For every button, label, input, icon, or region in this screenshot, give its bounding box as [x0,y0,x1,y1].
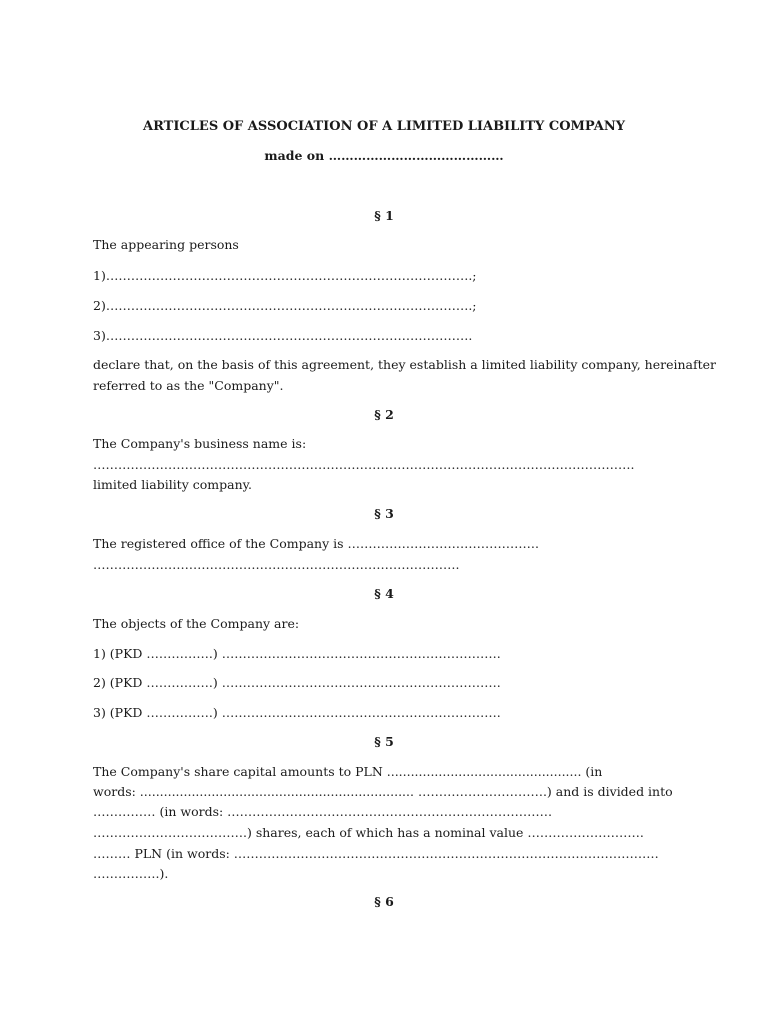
section-heading-2: § 2 [374,407,394,422]
appearing-persons-label: The appearing persons [93,237,239,252]
person-line-1: 1)…………………………………………………………………………….; [93,268,477,283]
business-name-label: The Company's business name is: [93,436,307,451]
share-capital-line-1: The Company's share capital amounts to PLN ................................................. (in [93,764,603,779]
section-heading-1: § 1 [374,208,394,223]
share-capital-line-2: words: ..................................................................... ………………………….) and is divided into [93,784,673,799]
document-title: ARTICLES OF ASSOCIATION OF A LIMITED LIABILITY COMPANY [143,119,625,134]
registered-office-line-1: The registered office of the Company is ………………………………………. [93,536,540,551]
object-line-2: 2) (PKD …………….) …………………………………………………………. [93,675,501,690]
share-capital-line-5: ……… PLN (in words: ………………………………………………………………………………………… [93,846,659,861]
section-heading-6: § 6 [374,894,394,909]
object-line-3: 3) (PKD …………….) …………………………………………………………. [93,705,501,720]
section-heading-3: § 3 [374,506,394,521]
share-capital-line-4: ……………………………….) shares, each of which has a nominal value ………………………. [93,825,644,840]
declaration-line-2: referred to as the "Company". [93,378,284,393]
section-heading-5: § 5 [374,734,394,749]
person-line-2: 2)…………………………………………………………………………….; [93,298,477,313]
registered-office-line-2: ……………………………………………………………………………. [93,557,460,572]
section-heading-4: § 4 [374,586,394,601]
object-line-1: 1) (PKD …………….) …………………………………………………………. [93,646,501,661]
share-capital-line-3: …………… (in words: …………………………………………………………………… [93,804,553,819]
declaration-line-1: declare that, on the basis of this agreement, they establish a limited liability company, hereinafter [93,357,716,372]
objects-label: The objects of the Company are: [93,616,300,631]
share-capital-line-6: …………….). [93,866,169,881]
business-name-blank: …………………………………………………………………………………………………………………. [93,457,635,472]
business-name-suffix: limited liability company. [93,477,253,492]
person-line-3: 3)……………………………………………………………………………. [93,328,473,343]
made-on-line: made on …………………………………… [264,148,504,163]
